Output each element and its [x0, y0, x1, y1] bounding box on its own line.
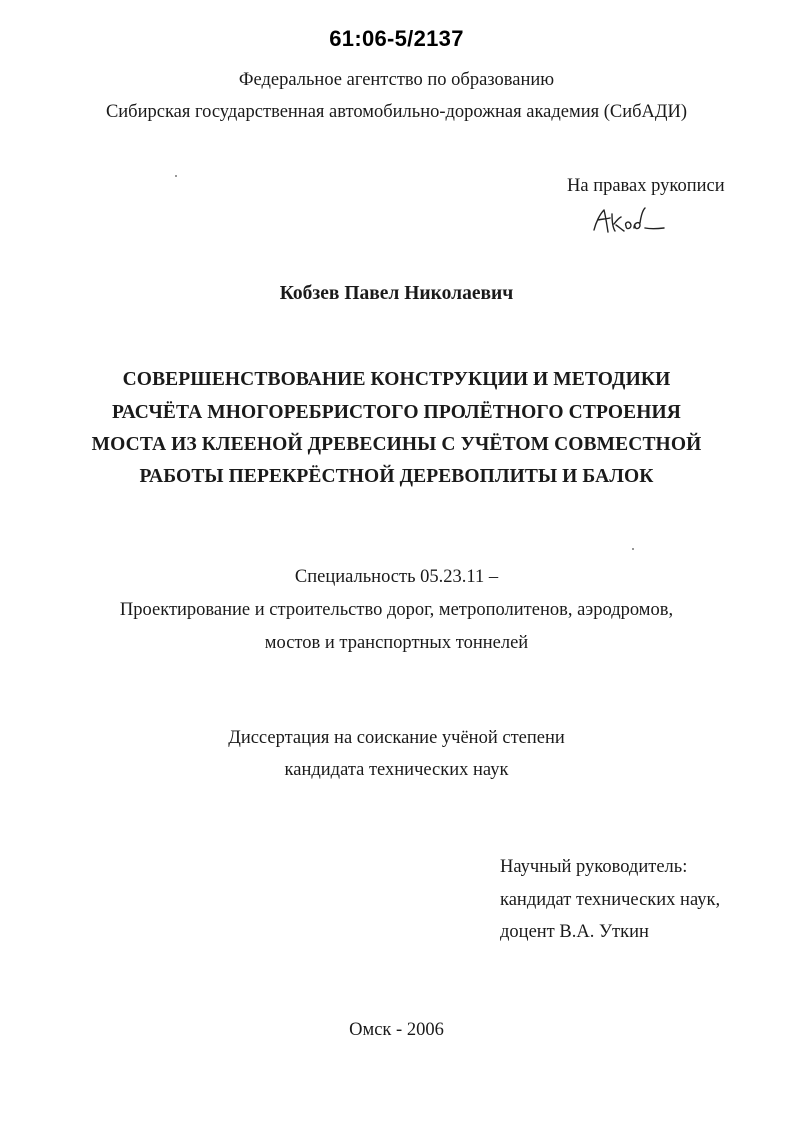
city-year: Омск - 2006 [349, 1020, 444, 1040]
supervisor-name: доцент В.А. Уткин [500, 922, 649, 942]
supervisor-label: Научный руководитель: [500, 857, 688, 877]
archive-stamp-code: 61:06-5/2137 [329, 26, 464, 51]
title-line-4: РАБОТЫ ПЕРЕКРЁСТНОЙ ДЕРЕВОПЛИТЫ И БАЛОК [139, 466, 654, 487]
degree-line-1: Диссертация на соискание учёной степени [228, 728, 565, 748]
supervisor-degree: кандидат технических наук, [500, 890, 721, 910]
title-line-1: СОВЕРШЕНСТВОВАНИЕ КОНСТРУКЦИИ И МЕТОДИКИ [122, 369, 671, 390]
academy-name: Сибирская государственная автомобильно-дорожная академия (СибАДИ) [105, 102, 688, 122]
degree-line-2: кандидата технических наук [284, 760, 509, 780]
title-line-2: РАСЧЁТА МНОГОРЕБРИСТОГО ПРОЛЁТНОГО СТРОЕНИЯ [112, 402, 681, 423]
scan-speck [175, 175, 177, 177]
specialty-name-line-1: Проектирование и строительство дорог, метрополитенов, аэродромов, [119, 600, 674, 620]
manuscript-note: На правах рукописи [567, 176, 725, 196]
specialty-name-line-2: мостов и транспортных тоннелей [264, 633, 529, 653]
signature-icon [588, 204, 668, 238]
scan-speck [632, 548, 634, 550]
specialty-code: Специальность 05.23.11 – [294, 567, 499, 587]
agency-name: Федеральное агентство по образованию [238, 70, 555, 90]
title-line-3: МОСТА ИЗ КЛЕЕНОЙ ДРЕВЕСИНЫ С УЧЁТОМ СОВМЕСТНОЙ [91, 434, 702, 455]
author-name: Кобзев Павел Николаевич [279, 283, 514, 304]
